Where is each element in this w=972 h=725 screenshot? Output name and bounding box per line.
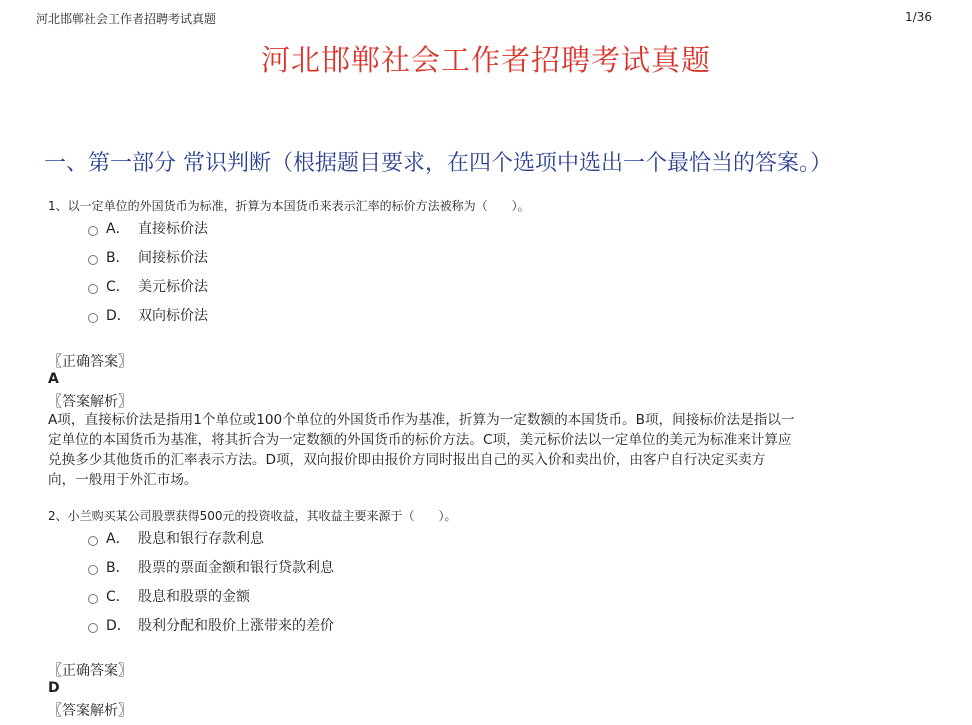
option-letter: D． [106, 307, 131, 324]
question-2-answer: D [48, 680, 60, 696]
question-1-explanation [48, 410, 928, 490]
question-2-option-b[interactable] [88, 552, 334, 581]
option-text: 间接标价法 [138, 249, 208, 266]
option-letter: B． [106, 249, 130, 266]
question-1-option-d[interactable] [88, 300, 208, 329]
question-2-options [88, 523, 334, 639]
option-text: 美元标价法 [138, 278, 208, 295]
explanation-line: 向，一般用于外汇市场。 [48, 472, 198, 488]
question-1-option-c[interactable] [88, 271, 208, 300]
radio-button-icon[interactable] [88, 313, 98, 323]
question-2-stem: 2、小兰购买某公司股票获得500元的投资收益，其收益主要来源于（ ）。 [48, 509, 457, 523]
radio-button-icon[interactable] [88, 623, 98, 633]
radio-button-icon[interactable] [88, 284, 98, 294]
option-text: 股息和银行存款利息 [138, 530, 264, 547]
question-2-answer-label: 〖正确答案〗 [48, 663, 132, 679]
option-letter: A． [106, 220, 130, 237]
radio-button-icon[interactable] [88, 255, 98, 265]
question-2-explanation-label: 〖答案解析〗 [48, 703, 132, 719]
explanation-line: A项，直接标价法是指用1个单位或100个单位的外国货币作为基准，折算为一定数额的本国货币。B项，间接标价法是指以一 [48, 412, 795, 428]
running-header-title: 河北邯郸社会工作者招聘考试真题 [36, 12, 217, 26]
page-indicator: 1/36 [905, 10, 932, 24]
option-letter: B． [106, 559, 130, 576]
question-2-option-d[interactable] [88, 610, 334, 639]
explanation-line: 兑换多少其他货币的汇率表示方法。D项，双向报价即由报价方同时报出自己的买入价和卖出价，由客户自行决定买卖方 [48, 452, 766, 468]
question-1-answer: A [48, 371, 59, 387]
radio-button-icon[interactable] [88, 226, 98, 236]
question-2-option-c[interactable] [88, 581, 334, 610]
option-text: 股利分配和股价上涨带来的差价 [138, 617, 334, 634]
question-1-stem: 1、以一定单位的外国货币为标准，折算为本国货币来表示汇率的标价方法被称为（ ）。 [48, 199, 530, 213]
question-1-option-b[interactable] [88, 242, 208, 271]
question-1-option-a[interactable] [88, 213, 208, 242]
question-1-options [88, 213, 208, 329]
option-text: 股票的票面金额和银行贷款利息 [138, 559, 334, 576]
question-1-explanation-label: 〖答案解析〗 [48, 394, 132, 410]
question-1-answer-label: 〖正确答案〗 [48, 354, 132, 370]
option-letter: C． [106, 278, 130, 295]
radio-button-icon[interactable] [88, 565, 98, 575]
radio-button-icon[interactable] [88, 594, 98, 604]
section-heading: 一、第一部分 常识判断（根据题目要求，在四个选项中选出一个最恰当的答案。） [44, 151, 832, 176]
option-letter: A． [106, 530, 130, 547]
option-letter: C． [106, 588, 130, 605]
explanation-line: 定单位的本国货币为基准，将其折合为一定数额的外国货币的标价方法。C项，美元标价法以一定单位的美元为标准来计算应 [48, 432, 792, 448]
document-title: 河北邯郸社会工作者招聘考试真题 [260, 43, 711, 77]
question-2-option-a[interactable] [88, 523, 334, 552]
option-text: 股息和股票的金额 [138, 588, 250, 605]
option-text: 双向标价法 [138, 307, 208, 324]
radio-button-icon[interactable] [88, 536, 98, 546]
option-text: 直接标价法 [138, 220, 208, 237]
option-letter: D． [106, 617, 131, 634]
